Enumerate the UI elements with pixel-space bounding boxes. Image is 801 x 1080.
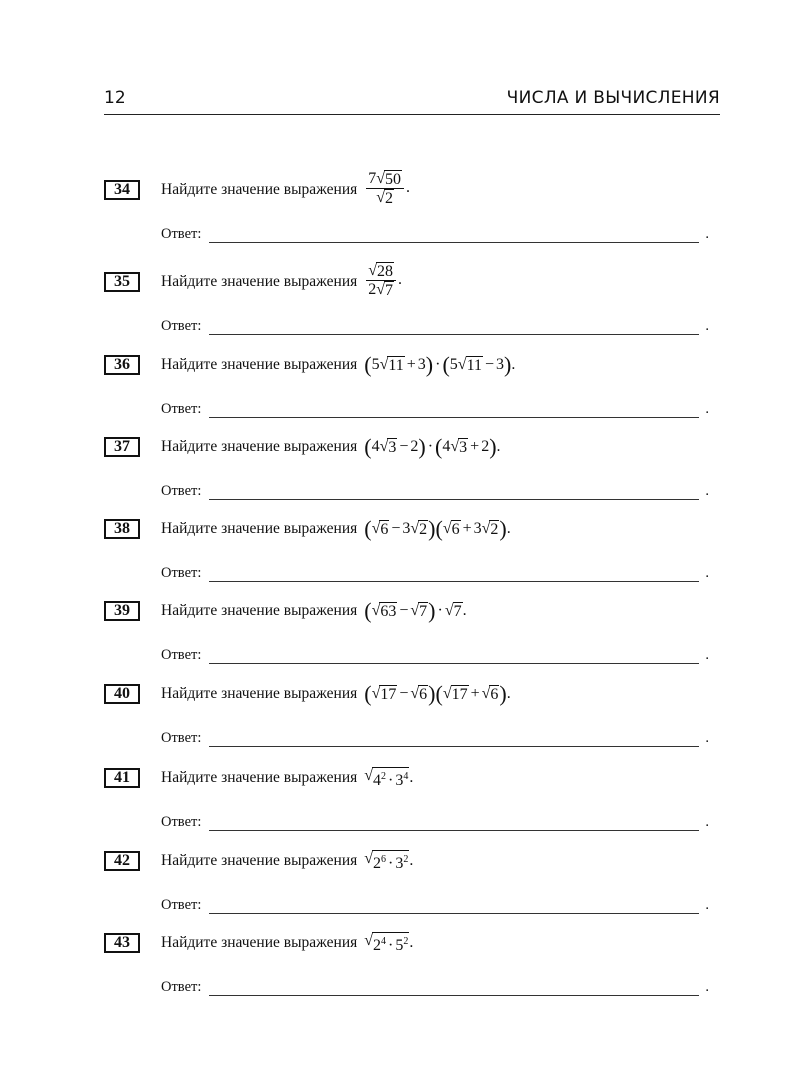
- prompt-text: Найдите значение выражения: [161, 356, 358, 373]
- math-expression: √ 28 2 √ 7 .: [368, 261, 403, 299]
- task-prompt: [161, 851, 413, 871]
- task-number-badge: 40: [104, 684, 140, 704]
- task-number-badge: 41: [104, 768, 140, 788]
- answer-line[interactable]: [209, 901, 699, 914]
- answer-row: Ответ: .: [161, 401, 709, 417]
- math-expression: ( 5 √ 11 + 3 ) · ( 5 √ 11 − 3 ) .: [364, 352, 516, 377]
- task-number-badge: 34: [104, 180, 140, 200]
- page-header: [104, 86, 720, 115]
- math-expression: ( √ 63 − √ 7 ) · √ 7 .: [364, 598, 467, 623]
- task-38: [104, 516, 724, 601]
- task-37: [104, 434, 724, 519]
- answer-label: Ответ:: [161, 401, 202, 417]
- answer-row: Ответ: .: [161, 730, 709, 746]
- task-prompt: [161, 169, 411, 207]
- answer-label: Ответ:: [161, 483, 202, 499]
- prompt-text: Найдите значение выражения: [161, 769, 358, 786]
- answer-line[interactable]: [209, 405, 699, 418]
- answer-row: Ответ: .: [161, 226, 709, 242]
- prompt-text: Найдите значение выражения: [161, 520, 358, 537]
- answer-label: Ответ:: [161, 226, 202, 242]
- task-number-badge: 37: [104, 437, 140, 457]
- answer-line[interactable]: [209, 983, 699, 996]
- prompt-text: Найдите значение выражения: [161, 273, 358, 290]
- task-41: [104, 768, 724, 850]
- task-prompt: [161, 768, 413, 788]
- task-prompt: [161, 516, 511, 541]
- fraction: √ 28 2 √ 7: [366, 262, 396, 299]
- prompt-text: Найдите значение выражения: [161, 852, 358, 869]
- answer-row: Ответ: .: [161, 897, 709, 913]
- prompt-text: Найдите значение выражения: [161, 602, 358, 619]
- task-prompt: [161, 352, 516, 377]
- task-43: [104, 933, 724, 1015]
- task-34: [104, 169, 724, 262]
- answer-line[interactable]: [209, 734, 699, 747]
- math-expression: √ $2^4 \cdot 5^2$ .: [364, 932, 414, 954]
- math-expression: ( 4 √ 3 − 2 ) · ( 4 √ 3 + 2 ) .: [364, 434, 501, 459]
- answer-label: Ответ:: [161, 814, 202, 830]
- math-expression: ( √ 17 − √ 6 ) ( √ 17 + √ 6 ) .: [364, 681, 511, 706]
- answer-label: Ответ:: [161, 647, 202, 663]
- chapter-title: ЧИСЛА И ВЫЧИСЛЕНИЯ: [506, 88, 720, 108]
- prompt-text: Найдите значение выражения: [161, 181, 358, 198]
- answer-row: Ответ: .: [161, 979, 709, 995]
- task-prompt: [161, 434, 501, 459]
- fraction: 7 √ 50 √ 2: [366, 170, 404, 207]
- task-prompt: [161, 598, 467, 623]
- answer-line[interactable]: [209, 230, 699, 243]
- answer-line[interactable]: [209, 322, 699, 335]
- answer-row: Ответ: .: [161, 814, 709, 830]
- answer-label: Ответ:: [161, 730, 202, 746]
- task-35: [104, 261, 724, 354]
- task-number-badge: 39: [104, 601, 140, 621]
- task-40: [104, 681, 724, 766]
- task-39: [104, 598, 724, 683]
- answer-label: Ответ:: [161, 979, 202, 995]
- math-expression: √ $4^2 \cdot 3^4$ .: [364, 767, 414, 789]
- answer-line[interactable]: [209, 651, 699, 664]
- answer-row: Ответ: .: [161, 647, 709, 663]
- answer-line[interactable]: [209, 487, 699, 500]
- math-expression: √ $2^6 \cdot 3^2$ .: [364, 850, 414, 872]
- answer-row: Ответ: .: [161, 483, 709, 499]
- task-number-badge: 36: [104, 355, 140, 375]
- answer-line[interactable]: [209, 569, 699, 582]
- task-42: [104, 851, 724, 933]
- prompt-text: Найдите значение выражения: [161, 685, 358, 702]
- task-number-badge: 42: [104, 851, 140, 871]
- page-number: 12: [104, 88, 126, 108]
- task-number-badge: 43: [104, 933, 140, 953]
- answer-row: Ответ: .: [161, 318, 709, 334]
- task-number-badge: 35: [104, 272, 140, 292]
- task-number-badge: 38: [104, 519, 140, 539]
- prompt-text: Найдите значение выражения: [161, 438, 358, 455]
- answer-label: Ответ:: [161, 318, 202, 334]
- task-36: [104, 352, 724, 437]
- task-prompt: [161, 933, 413, 953]
- prompt-text: Найдите значение выражения: [161, 934, 358, 951]
- answer-line[interactable]: [209, 818, 699, 831]
- math-expression: ( √ 6 − 3 √ 2 ) ( √ 6 + 3 √ 2 ) .: [364, 516, 511, 541]
- answer-row: Ответ: .: [161, 565, 709, 581]
- answer-label: Ответ:: [161, 897, 202, 913]
- answer-label: Ответ:: [161, 565, 202, 581]
- math-expression: 7 √ 50 √ 2 .: [368, 169, 411, 207]
- task-prompt: [161, 681, 511, 706]
- task-prompt: [161, 261, 403, 299]
